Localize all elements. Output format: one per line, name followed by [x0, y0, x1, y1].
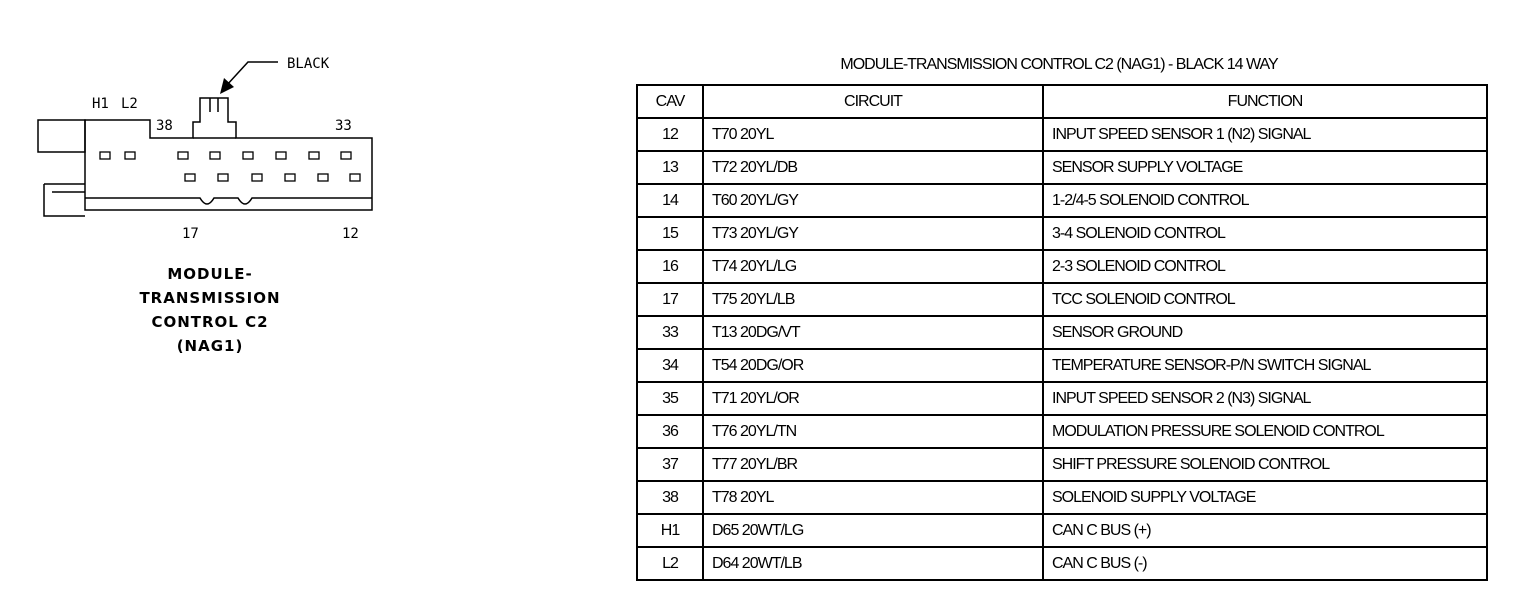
cavity — [243, 152, 253, 159]
pin-label-h1: H1 — [92, 96, 109, 112]
table-row — [637, 349, 1487, 382]
cell-cav: 14 — [637, 184, 703, 217]
cell-function: CAN C BUS (+) — [1043, 514, 1487, 547]
table-row — [637, 250, 1487, 283]
caption-line: (NAG1) — [176, 337, 244, 355]
cell-cav: 37 — [637, 448, 703, 481]
cavity — [276, 152, 286, 159]
connector-caption — [110, 262, 310, 358]
cell-function: MODULATION PRESSURE SOLENOID CONTROL — [1043, 415, 1487, 448]
cell-cav: 17 — [637, 283, 703, 316]
cell-function: SOLENOID SUPPLY VOLTAGE — [1043, 481, 1487, 514]
cell-circuit: T71 20YL/OR — [703, 382, 1043, 415]
table-row — [637, 448, 1487, 481]
connector-rail — [85, 198, 372, 204]
cell-cav: 36 — [637, 415, 703, 448]
table-title: MODULE-TRANSMISSION CONTROL C2 (NAG1) - BLACK 14 WAY — [840, 56, 1278, 73]
cell-circuit: T76 20YL/TN — [703, 415, 1043, 448]
table-row — [637, 283, 1487, 316]
table-row — [637, 184, 1487, 217]
cell-cav: 33 — [637, 316, 703, 349]
pin-label-l2: L2 — [121, 96, 138, 112]
cell-cav: 35 — [637, 382, 703, 415]
cell-circuit: T70 20YL — [703, 118, 1043, 151]
cell-circuit: T75 20YL/LB — [703, 283, 1043, 316]
cavity — [178, 152, 188, 159]
cell-cav: L2 — [637, 547, 703, 580]
connector-color-label: BLACK — [287, 56, 330, 72]
cell-cav: 38 — [637, 481, 703, 514]
cavity — [185, 174, 195, 181]
connector-diagram — [0, 0, 630, 602]
cell-circuit: T77 20YL/BR — [703, 448, 1043, 481]
cell-function: CAN C BUS (-) — [1043, 547, 1487, 580]
cell-circuit: D64 20WT/LB — [703, 547, 1043, 580]
cell-function: INPUT SPEED SENSOR 2 (N3) SIGNAL — [1043, 382, 1487, 415]
table-row — [637, 481, 1487, 514]
cell-function: SENSOR GROUND — [1043, 316, 1487, 349]
pin-label-17: 17 — [182, 226, 199, 242]
cell-cav: 34 — [637, 349, 703, 382]
header-cav: CAV — [637, 85, 703, 118]
cell-circuit: T72 20YL/DB — [703, 151, 1043, 184]
table-row — [637, 217, 1487, 250]
table-row — [637, 415, 1487, 448]
caption-line: TRANSMISSION — [139, 289, 281, 307]
table-row — [637, 151, 1487, 184]
cavity — [285, 174, 295, 181]
cell-function: INPUT SPEED SENSOR 1 (N2) SIGNAL — [1043, 118, 1487, 151]
connector-latch-tab — [38, 120, 85, 152]
cavity — [210, 152, 220, 159]
pinout-table — [636, 84, 1488, 581]
cavity — [350, 174, 360, 181]
connector-lock-tab — [44, 184, 85, 216]
table-row — [637, 316, 1487, 349]
cell-circuit: T54 20DG/OR — [703, 349, 1043, 382]
table-row — [637, 118, 1487, 151]
cell-cav: 16 — [637, 250, 703, 283]
cavity — [100, 152, 110, 159]
cell-function: SHIFT PRESSURE SOLENOID CONTROL — [1043, 448, 1487, 481]
caption-line: CONTROL C2 — [151, 313, 269, 331]
header-function: FUNCTION — [1043, 85, 1487, 118]
cell-circuit: T73 20YL/GY — [703, 217, 1043, 250]
cell-function: 2-3 SOLENOID CONTROL — [1043, 250, 1487, 283]
cell-function: 1-2/4-5 SOLENOID CONTROL — [1043, 184, 1487, 217]
cell-circuit: T60 20YL/GY — [703, 184, 1043, 217]
color-leader-line — [226, 62, 278, 86]
cell-function: 3-4 SOLENOID CONTROL — [1043, 217, 1487, 250]
connector-body — [85, 98, 372, 210]
cell-cav: 13 — [637, 151, 703, 184]
cell-circuit: D65 20WT/LG — [703, 514, 1043, 547]
table-row — [637, 547, 1487, 580]
table-header-row — [637, 85, 1487, 118]
caption-line: MODULE- — [167, 265, 253, 283]
cavity — [318, 174, 328, 181]
cell-circuit: T78 20YL — [703, 481, 1043, 514]
cavity — [125, 152, 135, 159]
pin-label-12: 12 — [342, 226, 359, 242]
table-row — [637, 382, 1487, 415]
header-circuit: CIRCUIT — [703, 85, 1043, 118]
cell-cav: H1 — [637, 514, 703, 547]
cavity — [252, 174, 262, 181]
table-row — [637, 514, 1487, 547]
pin-label-33: 33 — [335, 118, 352, 134]
cavity — [218, 174, 228, 181]
cavity-grid — [100, 152, 360, 181]
cell-cav: 12 — [637, 118, 703, 151]
cell-function: SENSOR SUPPLY VOLTAGE — [1043, 151, 1487, 184]
cell-circuit: T13 20DG/VT — [703, 316, 1043, 349]
cell-circuit: T74 20YL/LG — [703, 250, 1043, 283]
cell-cav: 15 — [637, 217, 703, 250]
cavity — [309, 152, 319, 159]
pin-label-38: 38 — [156, 118, 173, 134]
cavity — [341, 152, 351, 159]
cell-function: TCC SOLENOID CONTROL — [1043, 283, 1487, 316]
cell-function: TEMPERATURE SENSOR-P/N SWITCH SIGNAL — [1043, 349, 1487, 382]
